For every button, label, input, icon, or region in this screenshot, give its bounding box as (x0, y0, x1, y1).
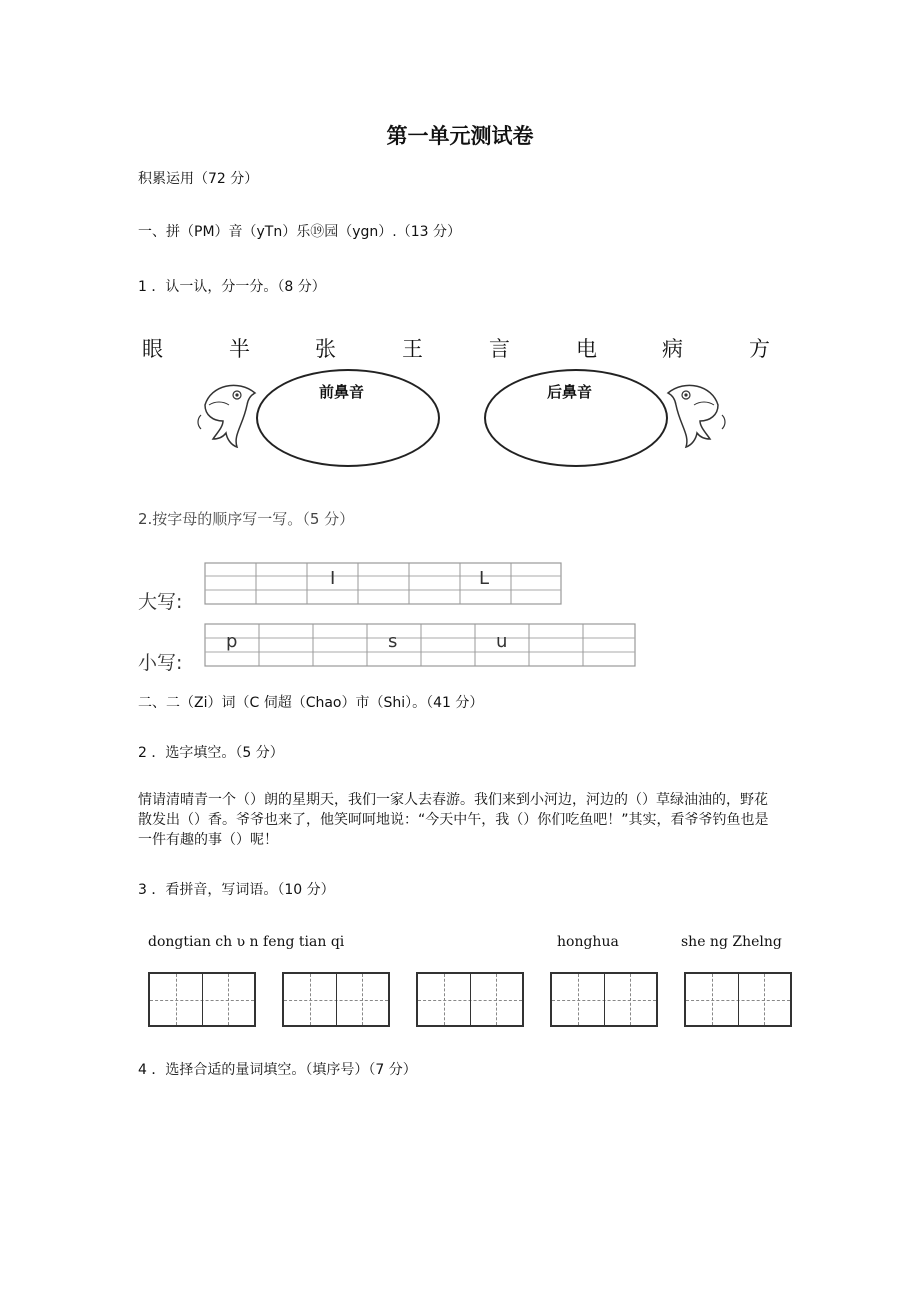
question-1: 1 ．认一认，分一分。（8 分） (138, 279, 326, 295)
dolphin-right-icon (660, 375, 730, 455)
char-item: 王 (402, 337, 423, 361)
lower-letter: p (226, 631, 238, 652)
fill-paragraph: 情请清晴青一个（）朗的星期天，我们一家人去春游。我们来到小河边，河边的（）草绿油油的，野花散发出（）香。爷爷也来了，他笑呵呵地说：“今天中午，我（）你们吃鱼吧！”其实，看爷爷钓鱼也是一件有趣的事（）呢！ (138, 792, 769, 848)
page-title: 第一单元测试卷 (386, 124, 534, 148)
part2-heading: 二、二（Zi）词（C 伺超（Chao）市（Shi）。（41 分） (138, 695, 484, 711)
char-item: 半 (229, 337, 250, 361)
back-nasal-label: 后鼻音 (547, 383, 593, 401)
front-nasal-label: 前鼻音 (319, 383, 365, 401)
lowercase-grid[interactable] (204, 623, 638, 668)
writing-box[interactable] (148, 972, 256, 1027)
writing-box[interactable] (684, 972, 792, 1027)
uppercase-grid[interactable] (204, 562, 564, 606)
pinyin-line-b: honghua (557, 934, 619, 950)
question-4: 4 ．选择合适的量词填空。（填序号）（7 分） (138, 1062, 417, 1078)
char-item: 方 (749, 337, 770, 361)
lower-label: 小写: (138, 652, 183, 674)
char-item: 言 (489, 337, 510, 361)
lower-letter: s (388, 631, 398, 652)
pinyin-line-c: she ng Zhelng (681, 934, 782, 950)
upper-letter: L (479, 568, 490, 589)
question-2-fill: 2 ．选字填空。（5 分） (138, 745, 284, 761)
writing-box[interactable] (416, 972, 524, 1027)
section-accumulate: 积累运用（72 分） (138, 171, 259, 187)
writing-box[interactable] (282, 972, 390, 1027)
upper-letter: I (330, 568, 336, 589)
dolphin-left-icon (193, 375, 263, 455)
question-2-alphabet: 2.按字母的顺序写一写。（5 分） (138, 510, 355, 528)
upper-label: 大写: (138, 591, 183, 613)
lower-letter: u (496, 631, 508, 652)
char-item: 眼 (142, 337, 163, 361)
pinyin-line-a: dongtian ch ʋ n feng tian qi (148, 934, 345, 950)
char-item: 张 (315, 337, 336, 361)
part1-heading: 一、拼（PM）音（yTn）乐⑲园（ygn）.（13 分） (138, 224, 461, 240)
question-3: 3 ．看拼音，写词语。（10 分） (138, 882, 335, 898)
char-item: 电 (576, 337, 597, 361)
char-item: 病 (662, 337, 683, 361)
writing-box[interactable] (550, 972, 658, 1027)
